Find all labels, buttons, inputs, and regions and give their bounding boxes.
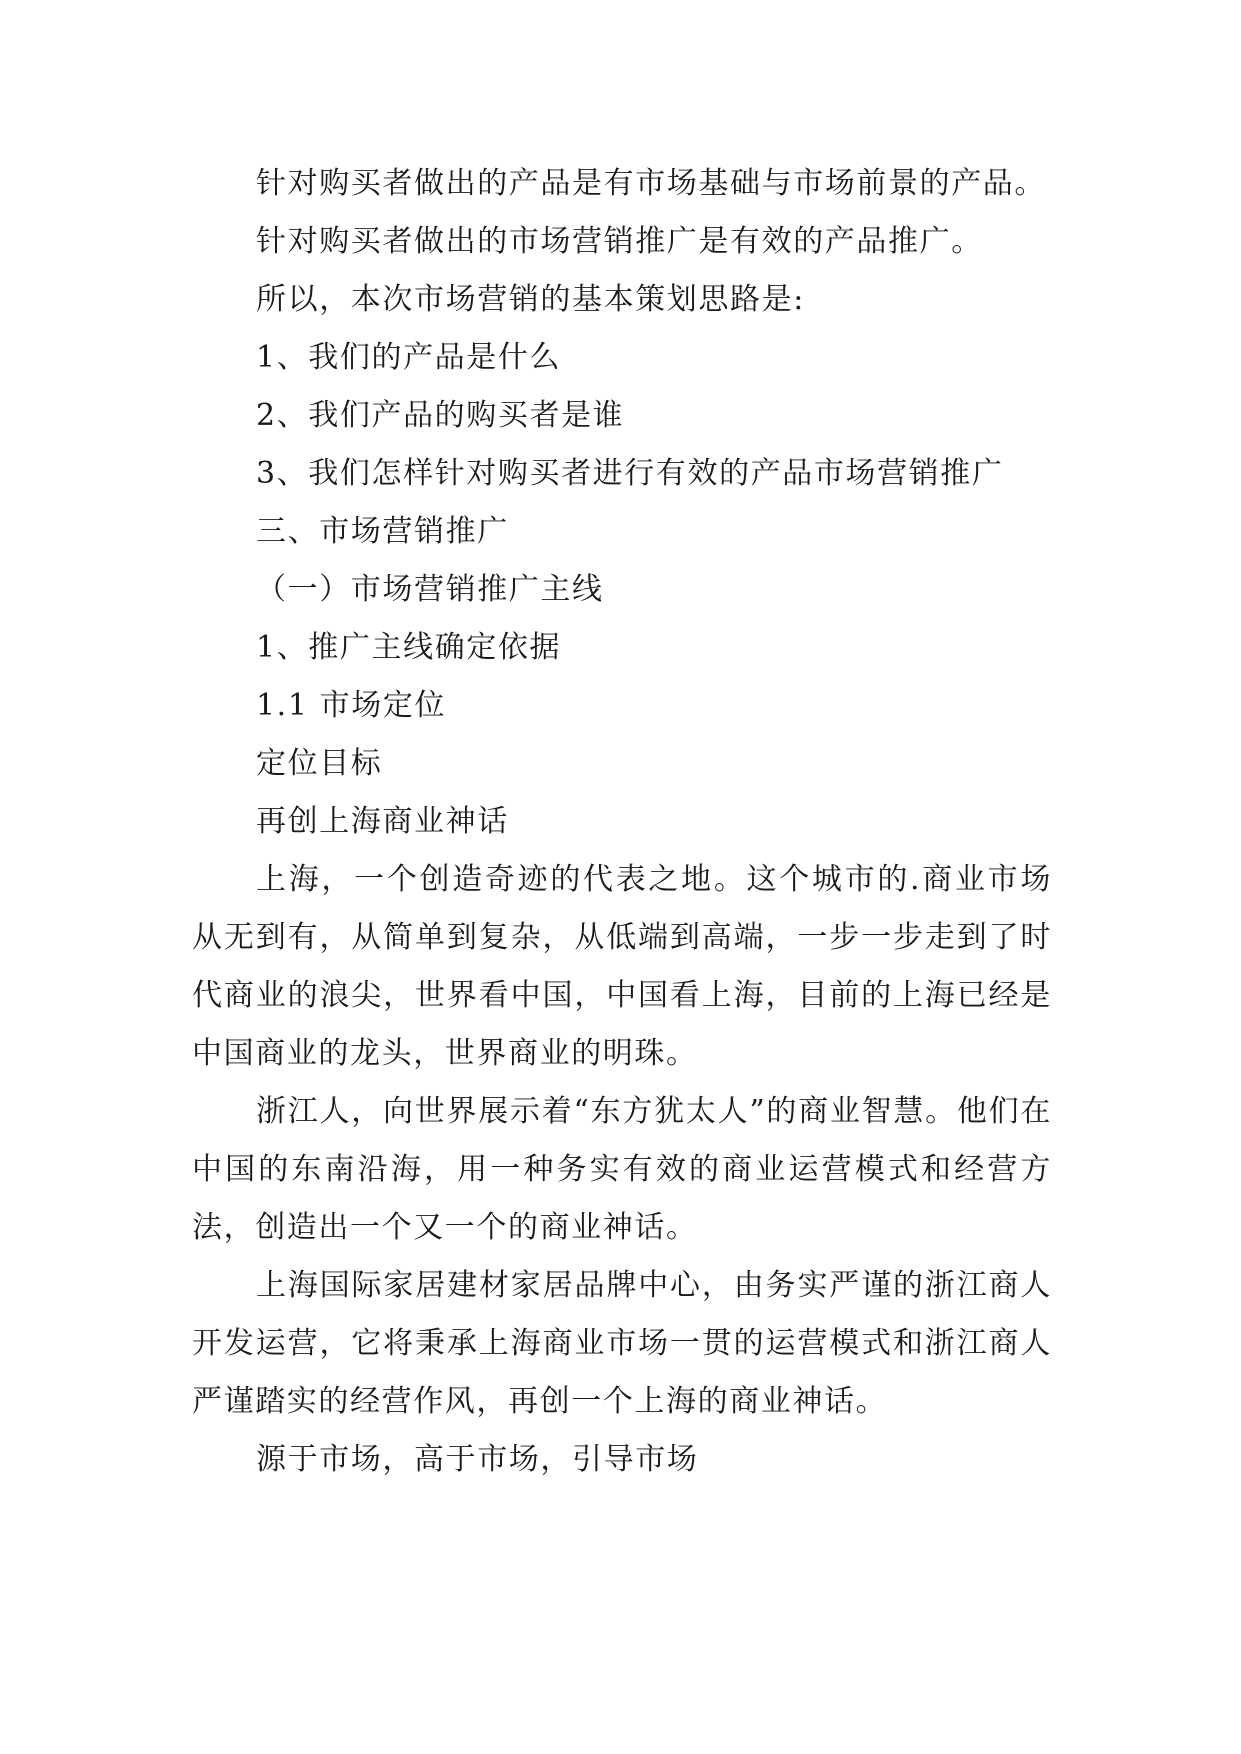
document-body (192, 155, 1052, 1489)
paragraph-slogan: 源于市场，高于市场，引导市场 (256, 1442, 699, 1477)
paragraph-strategy-intro: 所以，本次市场营销的基本策划思路是: (256, 282, 805, 317)
paragraph-product-basis: 针对购买者做出的产品是有市场基础与市场前景的产品。 (256, 166, 1046, 201)
list-item-2: 2、我们产品的购买者是谁 (256, 398, 625, 433)
paragraph-brand-center: 上海国际家居建材家居品牌中心，由务实严谨的浙江商人开发运营，它将秉承上海商业市场一贯的运营模式和浙江商人严谨踏实的经营作风，再创一个上海的商业神话。 (192, 1268, 1052, 1419)
list-item-1: 1、我们的产品是什么 (256, 340, 562, 375)
heading-shanghai-legend: 再创上海商业神话 (256, 804, 509, 839)
subsection-heading-mainline: （一）市场营销推广主线 (256, 572, 604, 607)
paragraph-zhejiang: 浙江人，向世界展示着“东方犹太人”的商业智慧。他们在中国的东南沿海，用一种务实有效的商业运营模式和经营方法，创造出一个又一个的商业神话。 (192, 1094, 1052, 1245)
list-item-3: 3、我们怎样针对购买者进行有效的产品市场营销推广 (256, 456, 1004, 491)
heading-positioning-goal: 定位目标 (256, 746, 383, 781)
heading-market-positioning: 1.1 市场定位 (256, 688, 447, 723)
paragraph-effective-promotion: 针对购买者做出的市场营销推广是有效的产品推广。 (256, 224, 983, 259)
heading-mainline-basis: 1、推广主线确定依据 (256, 630, 562, 665)
paragraph-shanghai: 上海，一个创造奇迹的代表之地。这个城市的.商业市场从无到有，从简单到复杂，从低端到高端，一步一步走到了时代商业的浪尖，世界看中国，中国看上海，目前的上海已经是中国商业的龙头，世界商业的明珠。 (192, 862, 1052, 1071)
section-heading-marketing: 三、市场营销推广 (256, 514, 509, 549)
